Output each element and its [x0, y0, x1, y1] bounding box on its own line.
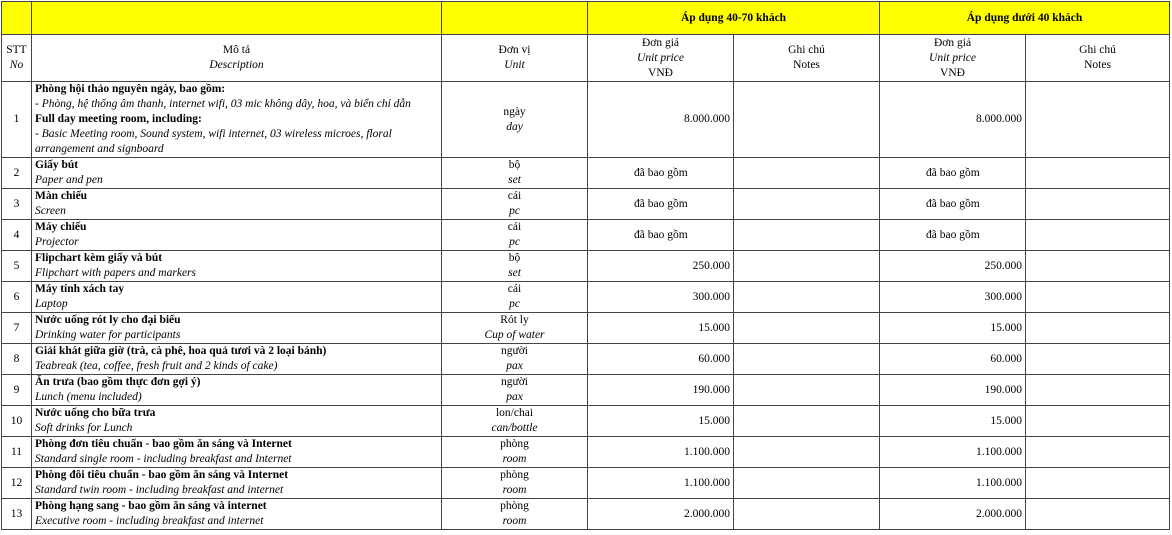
price-table [1, 1, 1170, 530]
row-notes-1 [734, 158, 880, 189]
row-price-1: 1.100.000 [588, 468, 734, 499]
row-description: Giấy bút Paper and pen [32, 158, 442, 189]
row-description: Máy tính xách tay Laptop [32, 282, 442, 313]
table-row [2, 406, 1170, 437]
row-description: Phòng đơn tiêu chuẩn - bao gồm ăn sáng và Internet Standard single room - including breakfast and Internet [32, 437, 442, 468]
row-unit: cái pc [442, 220, 588, 251]
row-number: 13 [2, 499, 32, 530]
row-notes-2 [1026, 437, 1170, 468]
row-notes-1 [734, 82, 880, 158]
row-description: Nước uống rót ly cho đại biểu Drinking water for participants [32, 313, 442, 344]
group-header-row [2, 2, 1170, 35]
row-notes-2 [1026, 375, 1170, 406]
row-unit: người pax [442, 344, 588, 375]
row-price-2: 8.000.000 [880, 82, 1026, 158]
column-header-row [2, 35, 1170, 82]
row-notes-2 [1026, 158, 1170, 189]
row-notes-1 [734, 313, 880, 344]
row-number: 11 [2, 437, 32, 468]
row-unit: ngày day [442, 82, 588, 158]
row-unit: phòng room [442, 468, 588, 499]
row-number: 7 [2, 313, 32, 344]
row-number: 8 [2, 344, 32, 375]
row-price-1: 190.000 [588, 375, 734, 406]
row-price-2: đã bao gồm [880, 189, 1026, 220]
row-notes-2 [1026, 251, 1170, 282]
row-notes-2 [1026, 82, 1170, 158]
row-price-1: 1.100.000 [588, 437, 734, 468]
row-notes-2 [1026, 189, 1170, 220]
row-description: Phòng đôi tiêu chuẩn - bao gồm ăn sáng và Internet Standard twin room - including breakfast and internet [32, 468, 442, 499]
col-notes-1: Ghi chú Notes [734, 35, 880, 82]
row-notes-1 [734, 406, 880, 437]
col-price-1: Đơn giá Unit price VNĐ [588, 35, 734, 82]
row-number: 6 [2, 282, 32, 313]
row-description: Nước uống cho bữa trưa Soft drinks for Lunch [32, 406, 442, 437]
row-number: 12 [2, 468, 32, 499]
row-notes-1 [734, 499, 880, 530]
row-number: 10 [2, 406, 32, 437]
row-notes-1 [734, 437, 880, 468]
row-number: 2 [2, 158, 32, 189]
row-notes-1 [734, 375, 880, 406]
row-notes-1 [734, 189, 880, 220]
table-row [2, 220, 1170, 251]
row-number: 4 [2, 220, 32, 251]
row-price-2: 15.000 [880, 313, 1026, 344]
row-description: Màn chiếu Screen [32, 189, 442, 220]
row-description: Phòng hạng sang - bao gồm ăn sáng và internet Executive room - including breakfast and internet [32, 499, 442, 530]
row-price-1: 2.000.000 [588, 499, 734, 530]
row-price-2: đã bao gồm [880, 158, 1026, 189]
row-notes-2 [1026, 406, 1170, 437]
row-price-2: 2.000.000 [880, 499, 1026, 530]
row-unit: người pax [442, 375, 588, 406]
row-unit: lon/chai can/bottle [442, 406, 588, 437]
row-price-1: đã bao gồm [588, 189, 734, 220]
col-price-2: Đơn giá Unit price VNĐ [880, 35, 1026, 82]
row-price-1: 15.000 [588, 313, 734, 344]
row-description: Ăn trưa (bao gồm thực đơn gợi ý) Lunch (menu included) [32, 375, 442, 406]
row-price-1: 15.000 [588, 406, 734, 437]
row-description: Flipchart kèm giấy và bút Flipchart with papers and markers [32, 251, 442, 282]
table-row [2, 251, 1170, 282]
row-number: 9 [2, 375, 32, 406]
row-price-1: 60.000 [588, 344, 734, 375]
table-row [2, 344, 1170, 375]
row-notes-2 [1026, 468, 1170, 499]
row-notes-2 [1026, 344, 1170, 375]
table-row [2, 468, 1170, 499]
table-row [2, 189, 1170, 220]
row-price-2: 300.000 [880, 282, 1026, 313]
table-row [2, 499, 1170, 530]
row-unit: cái pc [442, 282, 588, 313]
table-row [2, 82, 1170, 158]
row-price-2: đã bao gồm [880, 220, 1026, 251]
row-number: 3 [2, 189, 32, 220]
row-price-2: 1.100.000 [880, 468, 1026, 499]
row-notes-2 [1026, 499, 1170, 530]
row-notes-1 [734, 220, 880, 251]
row-unit: phòng room [442, 437, 588, 468]
row-notes-1 [734, 344, 880, 375]
row-notes-1 [734, 282, 880, 313]
table-row [2, 437, 1170, 468]
row-unit: phòng room [442, 499, 588, 530]
row-price-1: 250.000 [588, 251, 734, 282]
row-notes-1 [734, 251, 880, 282]
row-price-2: 190.000 [880, 375, 1026, 406]
row-price-1: đã bao gồm [588, 158, 734, 189]
group-header-empty [32, 2, 442, 35]
row-notes-2 [1026, 313, 1170, 344]
row-notes-2 [1026, 220, 1170, 251]
row-unit: bộ set [442, 158, 588, 189]
row-notes-2 [1026, 282, 1170, 313]
group-header-empty [2, 2, 32, 35]
row-unit: bộ set [442, 251, 588, 282]
row-price-1: 300.000 [588, 282, 734, 313]
row-notes-1 [734, 468, 880, 499]
row-price-2: 250.000 [880, 251, 1026, 282]
col-stt: STT No [2, 35, 32, 82]
table-row [2, 375, 1170, 406]
row-number: 1 [2, 82, 32, 158]
row-price-2: 1.100.000 [880, 437, 1026, 468]
row-price-2: 15.000 [880, 406, 1026, 437]
group-header-under-40: Áp dụng dưới 40 khách [880, 2, 1170, 35]
row-price-2: 60.000 [880, 344, 1026, 375]
row-description: Máy chiếu Projector [32, 220, 442, 251]
table-body [2, 158, 1170, 530]
row-price-1: 8.000.000 [588, 82, 734, 158]
col-unit: Đơn vị Unit [442, 35, 588, 82]
table-row [2, 282, 1170, 313]
row-description: Phòng hội thảo nguyên ngày, bao gồm: - Phòng, hệ thống âm thanh, internet wifi, 03 mic không dây, hoa, và biển chỉ dẫn Full day meeting room, including: - Basic Meeting room, Sound system, wifi internet, 03 wireless microes, floral arrangement and signboard [32, 82, 442, 158]
row-description: Giải khát giữa giờ (trà, cà phê, hoa quả tươi và 2 loại bánh) Teabreak (tea, coffee, fresh fruit and 2 kinds of cake) [32, 344, 442, 375]
row-number: 5 [2, 251, 32, 282]
group-header-40-70: Áp dụng 40-70 khách [588, 2, 880, 35]
row-unit: cái pc [442, 189, 588, 220]
table-row [2, 158, 1170, 189]
group-header-empty [442, 2, 588, 35]
col-description: Mô tả Description [32, 35, 442, 82]
row-unit: Rót ly Cup of water [442, 313, 588, 344]
table-row [2, 313, 1170, 344]
row-price-1: đã bao gồm [588, 220, 734, 251]
col-notes-2: Ghi chú Notes [1026, 35, 1170, 82]
